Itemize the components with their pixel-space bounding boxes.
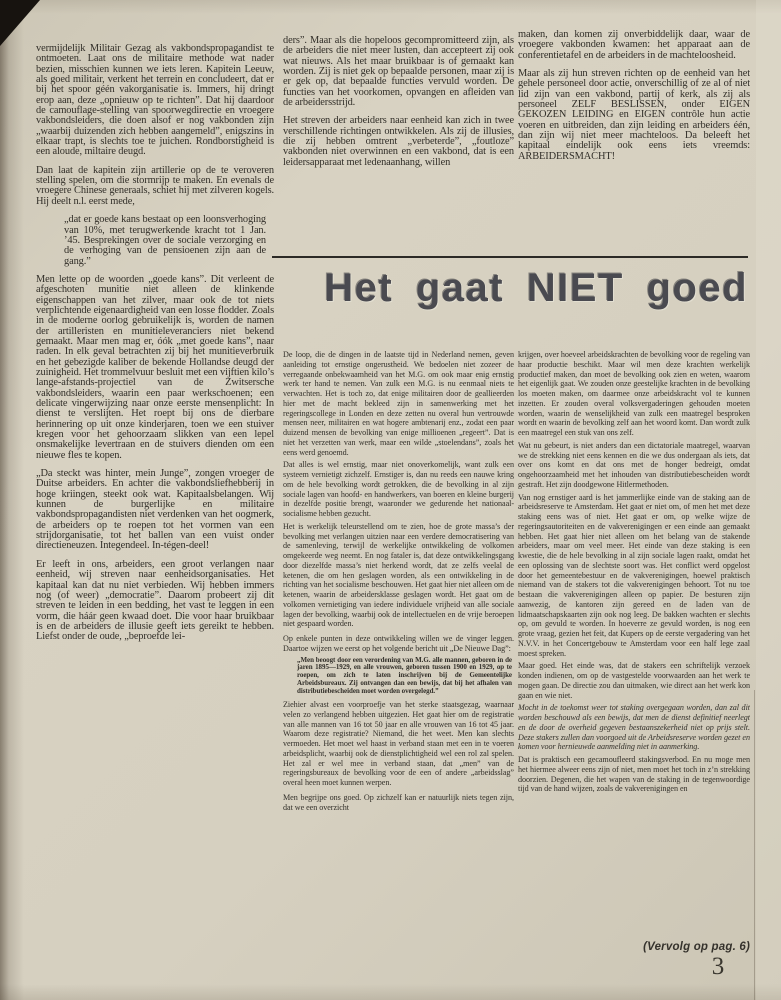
paragraph: Maar als zij hun streven richten op de eenheid van het gehele personeel door actie, onverschillig of ze al of niet lid zijn van een vakbond, partij of kerk, als zij als personeel ZELF BESLISSEN, onder EIGEN GEKOZEN LEIDING en EIGEN contrôle hun actie voeren en uitbreiden, dan zijn leiding en arbeiders één, dan zijn wij niet meer machteloos. Da beleeft het kapitaal eindelijk ook eens iets vreemds: ARBEIDERSMACHT! [518,68,750,162]
column-2-top [283,36,514,256]
paragraph: krijgen, over hoeveel arbeidskrachten de bevolking voor de regeling van haar productie beschikt. Maar wil men deze krachten werkelijk productief maken, dan moet de bevolking ook zien en weten, waarom het eigenlijk gaat. We zouden onze geestelijke krachten in de bevolking los moeten maken, om daarmee onze arbeidskracht vol te kunnen inzetten. Er zouden overal volksvergaderingen gehouden moeten worden, waarin de wenselijkheid van zulk een maatregel besproken wordt en waarin de bevolking zelf aan het woord komt. Dan wordt zulk een maatregel een stuk van ons zelf. [518,350,750,437]
paragraph: ders”. Maar als die hopeloos gecompromitteerd zijn, als de arbeiders die niet meer lusten, dan accepteert zij ook wat nieuws. Als het maar bruikbaar is of gemaakt kan worden. Zij is niet gek op bepaalde personen, maar zij is er gek op, dat bepaalde functies vervuld worden. De functies van het voorkomen, opvangen en afleiden van de arbeidersstrijd. [283,36,514,109]
paragraph: Dan laat de kapitein zijn artillerie op de te veroveren stelling spelen, om die stormrijp te maken. En evenals de vroegere Chinese generaals, schiet hij met zilveren kogels. Hij deelt n.l. eerst mede, [36,164,274,207]
paragraph: Het is werkelijk teleurstellend om te zien, hoe de grote massa’s der bevolking met verlangen uitzien naar een verdere democratisering van de samenleving, terwijl de werkelijke ontwikkeling de volkomen omgekeerde weg neemt. En nog fataler is, dat deze ontwikkelingsgang door diezelfde massa’s niet herkend wordt, dat ze zelfs veelal de ketenen, die om hen geslagen worden, als een ontwikkeling in de richting van het socialisme beschouwen. Het gaat hier niet alleen om de ketenen, waarin de arbeidersklasse geslagen wordt. Het gaat om de volkomen vernietiging van iedere individuele vrijheid van alle sociale lagen der bevolking, waarbij ook de intellectuelen en de vrije beroepen niet gespaard worden. [283,521,514,629]
paragraph: „Da steckt was hinter, mein Junge”, zongen vroeger de Duitse arbeiders. En achter die vakbondsliefhebberij in hoge kriingen, steekt ook wat. Kapitaalsbelangen. Wij kunnen de burgerlijke en militaire vakbondspropagandisten niet verdenken van het oogmerk, de arbeiders op te roepen tot het vormen van een strijdorganisatie, tot het ballen van een vuist onder directieneuzen. Integendeel. In-tégen-deel! [36,468,274,552]
paragraph: maken, dan komen zij onverbiddelijk daar, waar de vroegere vakbonden kwamen: het apparaat aan de conferentietafel en de arbeiders in de machteloosheid. [518,30,750,61]
paragraph: vermijdelijk Militair Gezag als vakbondspropagandist te ontmoeten. Laat ons de militaire methode wat nader bezien, misschien kunnen we iets leren. Kapitein Leeuw, als goed militair, verkent het terrein en concludeert, dat er bij het spoor géén vakorganisatie is. Immers, hij dringt erop aan, deze „opnieuw op te richten”. Dat hij daardoor de camouflage-stelling van spoorwegdirectie en vroegere vakbondsleiders, die doen alsof er nog vakbonden zijn „waarbij duizenden zich hebben aangemeld”, enigszins in elkaar trapt, is slechts toe te juichen. Rondborstigheid is een aloude, miltaire deugd. [36,44,274,158]
paragraph: Men lette op de woorden „goede kans”. Dit verleent de afgeschoten munitie niet alleen de klinkende eigenschappen van het zilver, maar ook de tot niets verplichtende eigenaardigheid van een losse flodder. Zoals in de moderne oorlog gebruikelijk is, worden de namen der artilleristen en munitieleveranciers niet bekend gemaakt. Maar men mag er, óók „met goede kans”, naar raden. In elk geval betrachten zij bij het munitieverbruik en het gebezigde kaliber de bekende Hollandse deugd der zuinigheid. Het trommelvuur besluit met een vijftien kilo’s lange-afstands-projectiel van de Zwitsersche vakbondsleiders, waarin een paar werkschoenen; een delicate vingerwijzing naar onze eerste mensenplicht: In dienst te verslijten. Het roept bij ons de dierbare herinnering op uit onze kinderjaren, toen we een stuiver kregen voor het gehoorzaam slikken van een lepel onsmakelijke levertraan en de stuivers dienden om een nieuwe fles te kopen. [36,273,274,461]
paragraph: Er leeft in ons, arbeiders, een groot verlangen naar eenheid, wij streven naar eenheidsorganisaties. Het kapitaal kan dat nu niet verbieden. Wij hebben immers nog (of weer) „democratie”. Daarom probeert zij dit streven te leiden in een bedding, het vast te leggen in een vorm, die háár geen kwaad doet. Die voor haar bruikbaar is en de arbeiders de illusie geeft iets gereikt te hebben. Liefst onder de oude, „beproefde lei- [36,558,274,643]
paragraph: Mocht in de toekomst weer tot staking overgegaan worden, dan zal dit worden beschouwd als een bewijs, dat men de dienst definitief neerlegt en de door de overheid gegeven bestaanszekerheid niet op prijs stelt. Deze stakers zullen dan voorgoed uit de Arbeidsreserve worden gezet en komen voor hernieuwde aanmelding niet in aanmerking. [518,703,750,752]
paragraph: „Men beoogt door een verordening van M.G. alle mannen, geboren in de jaren 1895—1929, en alle vrouwen, geboren tussen 1900 en 1929, op te roepen, om zich te laten inschrijven bij de Gemeentelijke Arbeidsbureaux. Zij ontvangen dan een bewijs, dat bij het afhalen van distributiebescheiden moet worden overgelegd.” [297,655,512,696]
article-column-left [283,350,514,952]
article-headline: Het gaat NIET goed [324,266,748,310]
paragraph: Wat nu gebeurt, is niet anders dan een dictatoriale maatregel, waarvan we de strekking niet eens kennen en die we dus ondergaan als iets, dat over ons komt en dat ons met de honger bedreigt, omdat ongehoorzaamheid met het inhouden van distributiebescheiden wordt gestraft. Het zijn doodgewone Hitlermethoden. [518,440,750,489]
page-edge-line [754,690,755,1000]
paragraph: Maar goed. Het einde was, dat de stakers een schriftelijk verzoek konden indienen, om op de vastgestelde voorwaarden aan het werk te mogen gaan. De directie zou dan uitmaken, wie direct aan het werk kon gaan en wie niet. [518,661,750,700]
page-right-margin [756,0,781,1000]
paragraph: Van nog ernstiger aard is het jammerlijke einde van de staking aan de arbeidsreserve te Amsterdam. Het gaat er niet om, of men het met deze staking eens was of niet. Het gaat er om, op welke wijze de regeringsautoriteiten en de vakverenigingen er een einde aan gemaakt hebben. Het gaat hier niet alleen om het belang van de stakende arbeiders, maar om veel meer. Het einde van deze staking is een kwestie, die de hele bevolking in al zijn sociale lagen raakt, omdat het een oplossing van de slechtste soort was. Het conflict werd opgelost door het gemeentebestuur en de vakverenigingen, hoewel praktisch niemand van de stakers tot die vakverenigingen behoort. Tot nu toe bestaan die vakverenigingen alleen op papier. De besturen zijn aanwezig, de kantoren zijn gereed en de laden van de lidmaatschapskaarten zijn ook nog leeg. De bakken wachten er slechts op, om gevuld te worden. In hoeverre ze gevuld worden, is nog een grote vraag, gezien het feit, dat Kupers op de eerste vergadering van het N.V.V. in het Concertgebouw te Amsterdam voor een half lege zaal moest spreken. [518,492,750,658]
paragraph: „dat er goede kans bestaat op een loonsverhoging van 10%, met terugwerkende kracht tot 1 Jan. ’45. Besprekingen over de sociale verzorging en de verhoging van de pensioenen zijn aan de gang.” [64,214,266,267]
paragraph: Op enkele punten in deze ontwikkeling willen we de vinger leggen. Daartoe wijzen we eerst op het volgende bericht uit „De Nieuwe Dag”: [283,634,514,653]
page-number: 3 [711,953,725,980]
article-column-right [518,350,750,942]
paragraph: Dat is praktisch een gecamoufleerd stakingsverbod. En nu moge men het hiermee alweer eens zijn of niet, men moet het toch in z’n strekking doorzien. Degenen, die het wapen van de staking in de tegenwoordige tijd van de hand wijzen, zoals de vakverenigingen en [518,755,750,794]
paragraph: Ziehier alvast een voorproefje van het sterke staatsgezag, waarnaar velen zo verlangend hebben uitgezien. Het gaat hier om de registratie van alle mannen van 16 tot 50 jaar en alle vrouwen van 16 tot 45 jaar. Waarom deze registratie? Niemand, die het weet. Men kan slechts vermoeden. Het moet wel haast in verband staan met een in te voeren arbeidsplicht, waarbij ook de dienstplichtigheid wel een rol zal spelen. Het zal er wel mee in verband staan, dat „men” van de regeringsbureaux de bevolking voor de een of andere „arbeidsslag” overal heen moet kunnen werpen. [283,700,514,788]
column-3-top [518,30,750,256]
paragraph: Men begrijpe ons goed. Op zichzelf kan er natuurlijk niets tegen zijn, dat we een overzicht [283,792,514,812]
paragraph: Dat alles is wel ernstig, maar niet onoverkomelijk, want zulk een systeem vernietigt zichzelf. Ernstiger is, dan nu reeds een nauwe kring om de hele bevolking wordt getrokken, die de bevolking in al zijn sociale lagen van hoofd- en handwerkers, van boeren en kleine burgerij in dezelfde positie brengt, waaronder we gedurende het nationaal-socialisme hebben gezucht. [283,460,514,518]
paragraph: De loop, die de dingen in de laatste tijd in Nederland nemen, geven aanleiding tot ernstige ongerustheid. We bedoelen niet zozeer de verregaande onbekwaamheid van het M.G. om ook maar enig ernstig werk ter hand te nemen. Van zulk een M.G. is nu eenmaal niets te verwachten. Het is toch zo, dat enige militairen door de geallieerden hier met de macht bekleed zijn in samenwerking met het regeringscollege in Londen en deze zetten nu overal hun vertrouwde mensen neer, militairen en wat hogere ambtenarij enz., zodat een paar duizend mensen de bevolking van enige millioenen „regeert”. Dat is niet het verzetten van werk, maar een wilde „stoelendans”, zoals het eens werd genoemd. [283,350,514,457]
continuation-note: (Vervolg op pag. 6) [643,941,750,953]
column-1 [36,44,274,952]
page-fold-corner [0,0,40,46]
paragraph: Het streven der arbeiders naar eenheid kan zich in twee verschillende richtingen ontwikkelen. Als zij de illusies, die zij hebben omtrent „verbeterde”, „foutloze” vakbonden niet overwinnen en een vakbond, dat is een leidersapparaat met ledenaanhang, willen [283,115,514,168]
